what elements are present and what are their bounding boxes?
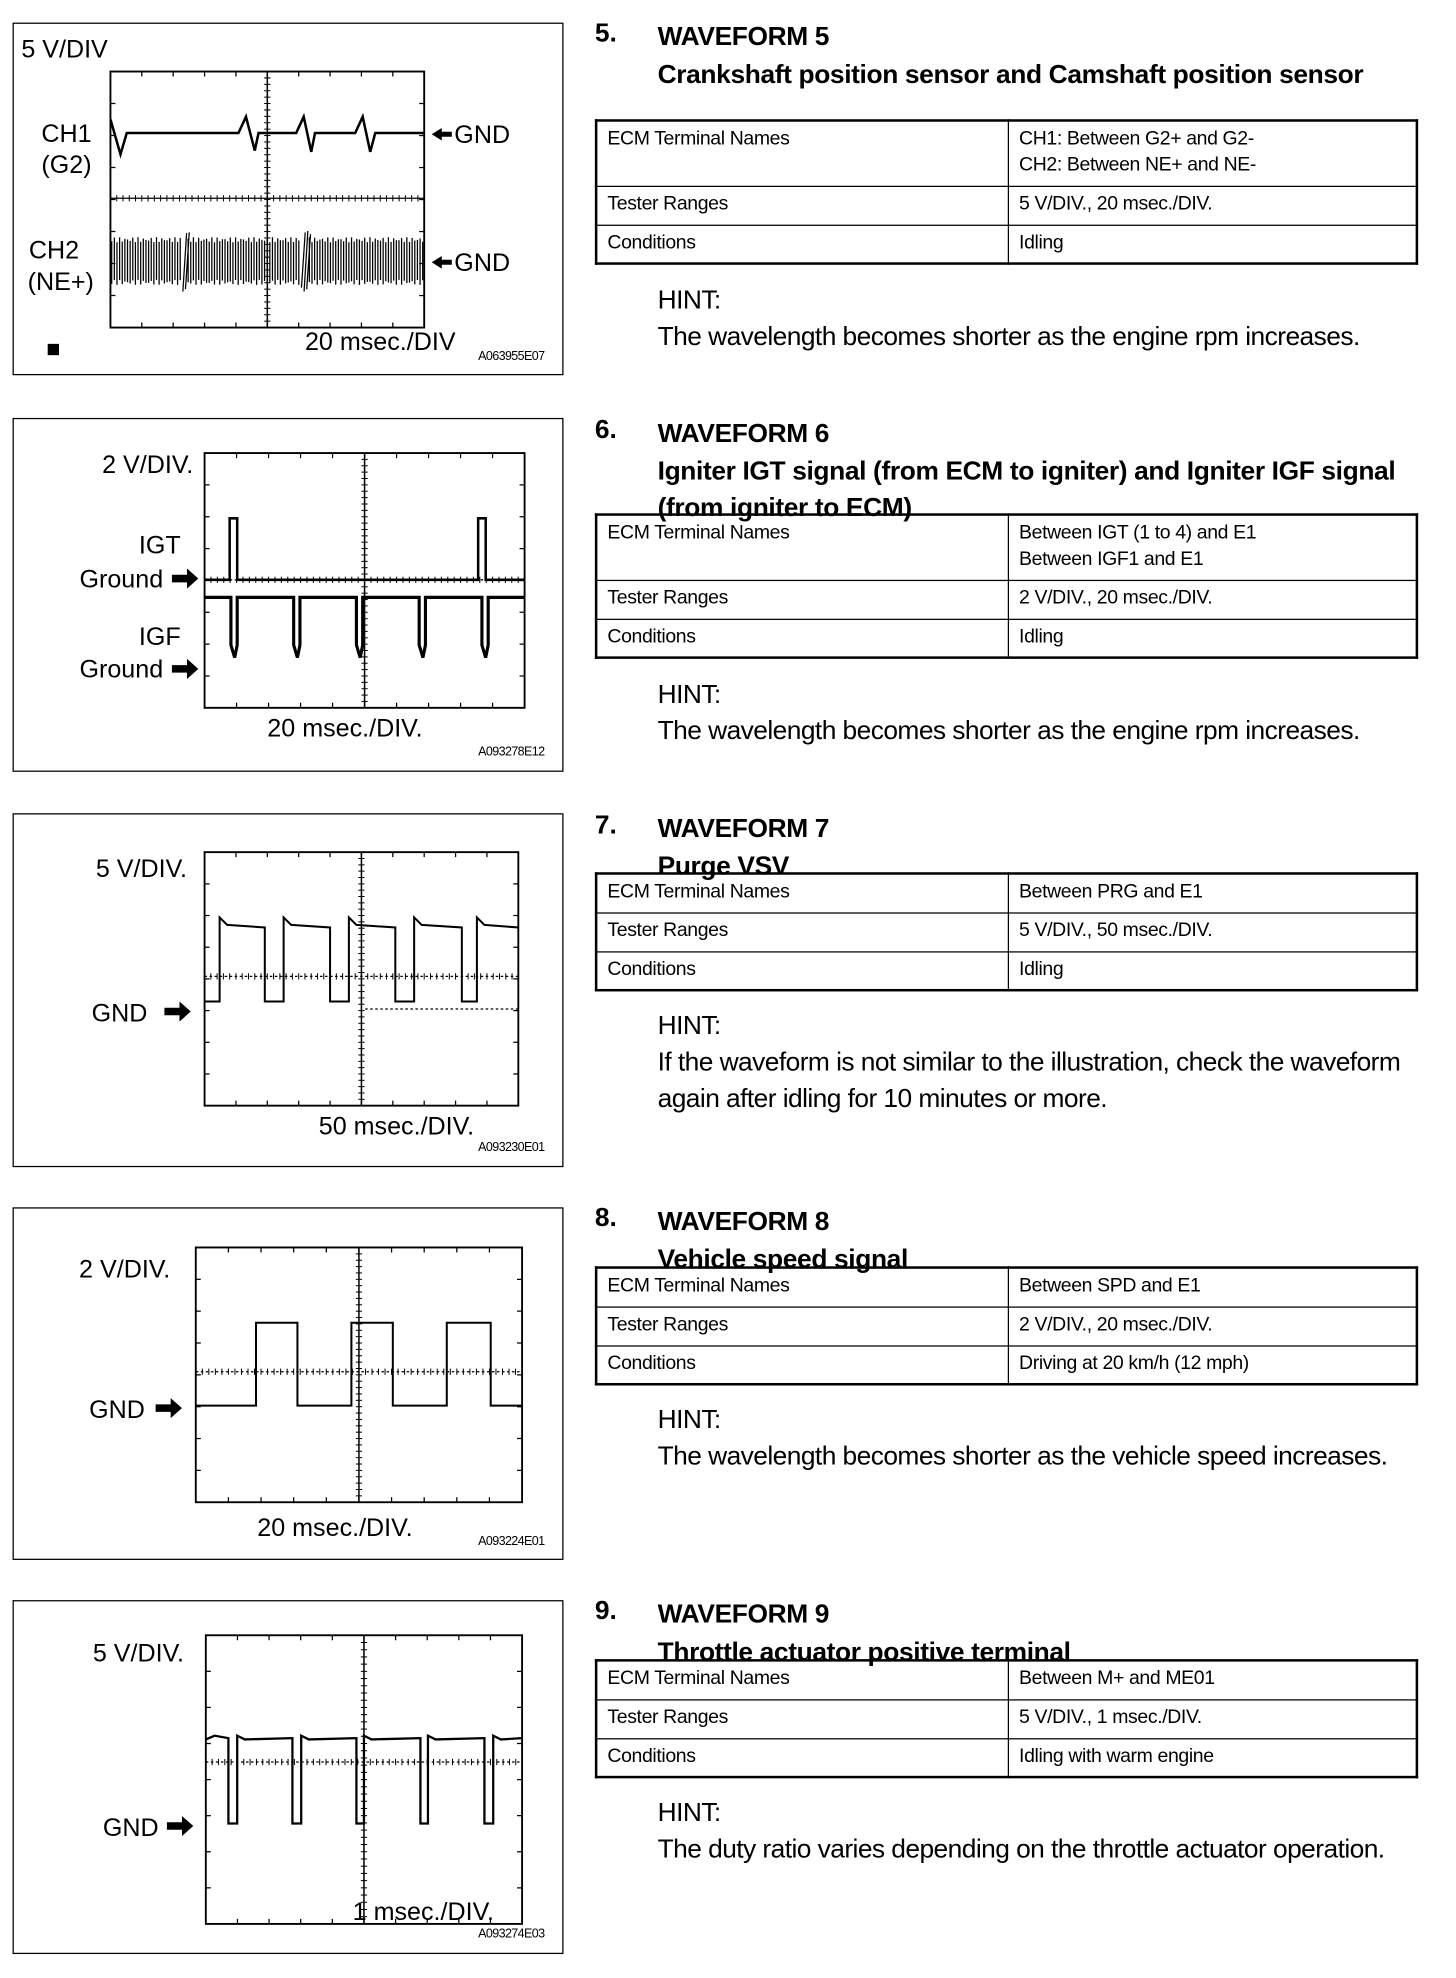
- waveform-6-figure: [13, 418, 564, 772]
- hint-block: [658, 1795, 1436, 1868]
- row-label: ECM Terminal Names: [596, 515, 1008, 580]
- figure-code: A093224E01: [478, 1533, 545, 1548]
- row-value: CH1: Between G2+ and G2- CH2: Between NE+ and NE-: [1008, 120, 1417, 185]
- section-number: 7.: [594, 810, 617, 840]
- figure-code: A093274E03: [478, 1926, 545, 1941]
- hint-label: HINT:: [657, 286, 721, 316]
- section-subtitle: Throttle actuator positive terminal: [657, 1637, 1071, 1667]
- waveform-5-plot: [14, 24, 565, 377]
- figure-code: A093278E12: [478, 744, 545, 759]
- table-row: [596, 912, 1417, 951]
- time-scale-label: 50 msec./DIV.: [318, 1112, 475, 1141]
- hint-label: HINT:: [657, 1011, 721, 1041]
- row-label: Tester Ranges: [596, 912, 1008, 951]
- table-row: [596, 225, 1417, 264]
- section-number: 9.: [594, 1596, 617, 1626]
- row-value: Driving at 20 km/h (12 mph): [1008, 1345, 1417, 1384]
- hint-block: [658, 282, 1436, 355]
- volt-scale-label: 2 V/DIV.: [79, 1255, 171, 1284]
- waveform-7-plot: [14, 814, 565, 1168]
- figure-code: A093230E01: [478, 1139, 545, 1154]
- row-value: Between SPD and E1: [1008, 1268, 1417, 1307]
- volt-scale-label: 5 V/DIV.: [95, 855, 187, 884]
- hint-block: [658, 1008, 1436, 1117]
- table-row: [596, 1306, 1417, 1345]
- section-number: 8.: [594, 1203, 617, 1233]
- waveform-7-figure: [13, 813, 564, 1167]
- arrow-right-icon: [172, 569, 198, 589]
- section-subtitle: Crankshaft position sensor and Camshaft position sensor: [657, 59, 1364, 89]
- arrow-right-icon: [164, 1001, 190, 1021]
- section-title: WAVEFORM 8: [657, 1207, 830, 1237]
- waveform-spec-table: [595, 1266, 1418, 1385]
- waveform-8-figure: [13, 1207, 564, 1560]
- section-subtitle: Vehicle speed signal: [657, 1244, 908, 1274]
- table-row: [596, 1738, 1417, 1777]
- table-row: [596, 186, 1417, 225]
- row-value: Idling: [1008, 619, 1417, 658]
- gnd-label: GND: [91, 999, 148, 1028]
- table-row: [596, 1699, 1417, 1738]
- row-label: Conditions: [596, 225, 1008, 264]
- hint-block: [658, 1402, 1436, 1475]
- section-title: WAVEFORM 7: [657, 814, 830, 844]
- ch1-label: CH1: [41, 119, 92, 148]
- row-label: ECM Terminal Names: [596, 1660, 1008, 1699]
- ground-label-igt: Ground: [79, 565, 164, 594]
- time-scale-label: 20 msec./DIV: [304, 328, 456, 357]
- table-row: [596, 873, 1417, 912]
- row-label: ECM Terminal Names: [596, 873, 1008, 912]
- section-subtitle: Igniter IGT signal (from ECM to igniter) and Igniter IGF signal (from igniter to ECM): [657, 456, 1396, 523]
- row-label: ECM Terminal Names: [596, 120, 1008, 185]
- hint-label: HINT:: [657, 680, 721, 710]
- ch2-waveform: [112, 231, 423, 292]
- table-row: [596, 515, 1417, 580]
- row-label: Tester Ranges: [596, 1699, 1008, 1738]
- hint-block: [658, 676, 1436, 749]
- row-label: Conditions: [596, 619, 1008, 658]
- table-row: [596, 1268, 1417, 1307]
- igt-label: IGT: [138, 531, 181, 560]
- table-row: [596, 1345, 1417, 1384]
- waveform-9-plot: [14, 1601, 565, 1955]
- table-row: [596, 1660, 1417, 1699]
- row-value: Idling: [1008, 951, 1417, 990]
- time-scale-label: 1 msec./DIV.: [352, 1898, 494, 1927]
- waveform-spec-table: [595, 119, 1418, 265]
- table-row: [596, 120, 1417, 185]
- section-number: 6.: [594, 415, 617, 445]
- hint-label: HINT:: [657, 1405, 721, 1435]
- row-value: 2 V/DIV., 20 msec./DIV.: [1008, 1306, 1417, 1345]
- row-label: Tester Ranges: [596, 1306, 1008, 1345]
- arrow-left-icon: [432, 256, 452, 269]
- waveform-5-figure: [13, 23, 564, 376]
- row-label: ECM Terminal Names: [596, 1268, 1008, 1307]
- arrow-right-icon: [167, 1816, 193, 1836]
- section-title: WAVEFORM 9: [657, 1600, 830, 1629]
- table-row: [596, 580, 1417, 619]
- waveform-6-plot: [14, 419, 565, 773]
- row-value: Between M+ and ME01: [1008, 1660, 1417, 1699]
- figure-code: A063955E07: [478, 349, 545, 364]
- hint-text: The wavelength becomes shorter as the vehicle speed increases.: [657, 1441, 1388, 1471]
- gnd-label-ch1: GND: [454, 121, 511, 150]
- gnd-label-ch2: GND: [454, 249, 511, 278]
- row-label: Conditions: [596, 951, 1008, 990]
- table-row: [596, 619, 1417, 658]
- section-title: WAVEFORM 6: [657, 419, 830, 449]
- waveform-spec-table: [595, 513, 1418, 659]
- gnd-label: GND: [89, 1396, 145, 1425]
- volt-scale-label: 5 V/DIV.: [92, 1639, 185, 1668]
- row-value: 2 V/DIV., 20 msec./DIV.: [1008, 580, 1417, 619]
- ch2-sub-label: (NE+): [27, 267, 94, 296]
- waveform-spec-table: [595, 872, 1418, 991]
- arrow-left-icon: [432, 128, 452, 141]
- volt-scale-label: 5 V/DIV: [21, 35, 108, 64]
- row-label: Tester Ranges: [596, 186, 1008, 225]
- section-heading: [658, 19, 1424, 93]
- hint-text: The wavelength becomes shorter as the engine rpm increases.: [657, 716, 1360, 746]
- row-value: Idling: [1008, 225, 1417, 264]
- section-number: 5.: [594, 18, 617, 48]
- row-value: 5 V/DIV., 50 msec./DIV.: [1008, 912, 1417, 951]
- row-value: 5 V/DIV., 20 msec./DIV.: [1008, 186, 1417, 225]
- hint-text: The duty ratio varies depending on the throttle actuator operation.: [657, 1834, 1385, 1864]
- ground-label-igf: Ground: [79, 655, 164, 684]
- gnd-label: GND: [102, 1814, 159, 1843]
- ch1-sub-label: (G2): [41, 151, 92, 180]
- section-title: WAVEFORM 5: [657, 22, 830, 52]
- hint-label: HINT:: [657, 1798, 721, 1828]
- section-heading: [658, 415, 1424, 526]
- arrow-right-icon: [172, 659, 198, 679]
- volt-scale-label: 2 V/DIV.: [102, 451, 194, 480]
- hint-text: The wavelength becomes shorter as the engine rpm increases.: [657, 322, 1360, 352]
- igf-label: IGF: [138, 623, 181, 652]
- row-value: Between PRG and E1: [1008, 873, 1417, 912]
- row-value: Between IGT (1 to 4) and E1 Between IGF1 and E1: [1008, 515, 1417, 580]
- hint-text: If the waveform is not similar to the illustration, check the waveform again after idling for 10 minutes or more.: [657, 1047, 1401, 1114]
- arrow-right-icon: [156, 1398, 182, 1418]
- row-label: Conditions: [596, 1738, 1008, 1777]
- waveform-spec-table: [595, 1659, 1418, 1778]
- table-row: [596, 951, 1417, 990]
- stamp-icon: [48, 344, 59, 355]
- row-value: Idling with warm engine: [1008, 1738, 1417, 1777]
- row-label: Conditions: [596, 1345, 1008, 1384]
- row-value: 5 V/DIV., 1 msec./DIV.: [1008, 1699, 1417, 1738]
- throttle-actuator-waveform: [206, 1736, 522, 1824]
- section-subtitle: Purge VSV: [657, 851, 789, 881]
- row-label: Tester Ranges: [596, 580, 1008, 619]
- ch2-label: CH2: [28, 236, 80, 265]
- waveform-9-figure: [13, 1600, 564, 1954]
- time-scale-label: 20 msec./DIV.: [267, 714, 423, 743]
- waveform-8-plot: [14, 1209, 565, 1562]
- time-scale-label: 20 msec./DIV.: [257, 1514, 413, 1543]
